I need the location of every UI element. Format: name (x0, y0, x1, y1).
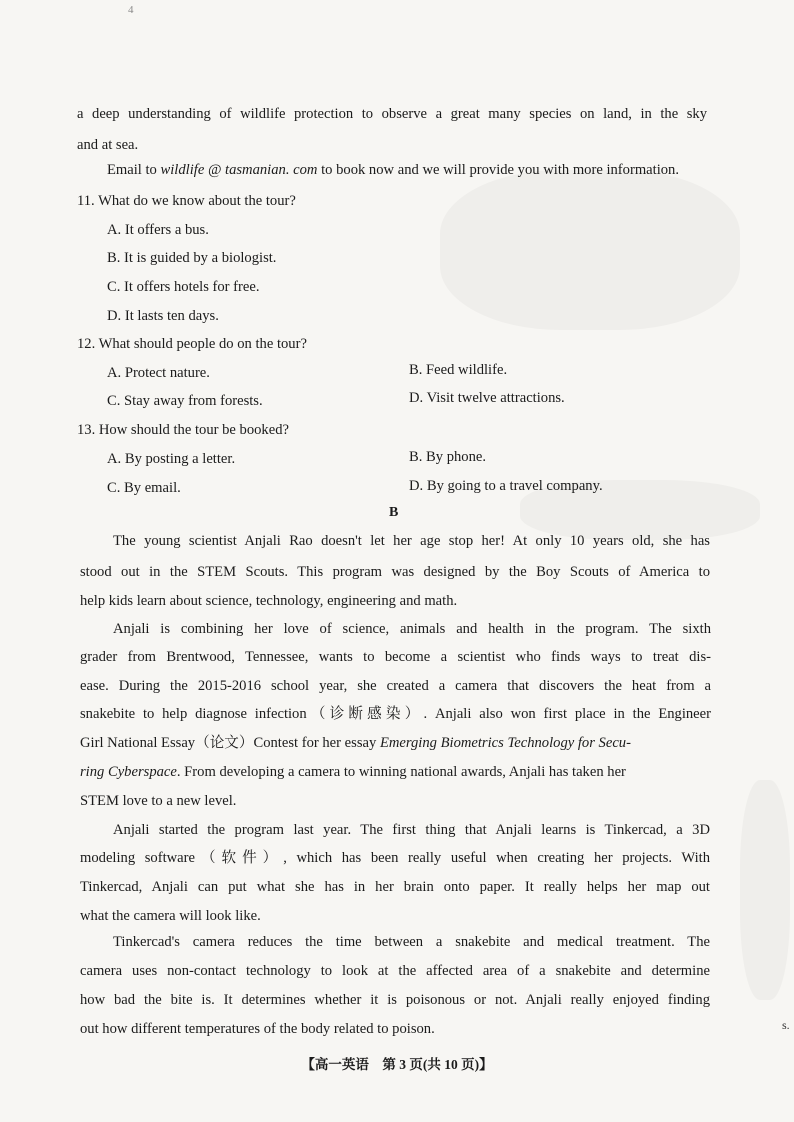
email-suffix: to book now and we will provide you with more information. (317, 162, 679, 178)
paragraph-line: what the camera will look like. (80, 908, 261, 924)
section-heading: B (389, 505, 399, 520)
paragraph-line: out how different temperatures of the body related to poison. (80, 1021, 435, 1037)
edge-fragment: s. (782, 1018, 790, 1032)
paragraph-line: snakebite to help diagnose infection（诊断感染）. Anjali also won first place in the Engineer (80, 706, 711, 722)
paragraph-line: ease. During the 2015-2016 school year, she created a camera that discovers the heat from a (80, 678, 711, 694)
question-option: D. Visit twelve attractions. (409, 390, 565, 406)
paragraph-line: Anjali started the program last year. The first thing that Anjali learns is Tinkercad, a 3D (113, 822, 710, 838)
paragraph-line: camera uses non-contact technology to look at the affected area of a snakebite and determine (80, 963, 710, 979)
question-option: B. Feed wildlife. (409, 362, 508, 378)
paragraph-line: Tinkercad, Anjali can put what she has in her brain onto paper. It really helps her map out (80, 879, 710, 895)
essay-title-end: ring Cyberspace (80, 764, 177, 780)
question-stem: 12. What should people do on the tour? (77, 336, 307, 352)
scan-mark: 4 (128, 4, 134, 16)
question-stem: 11. What do we know about the tour? (77, 193, 296, 209)
email-line (107, 160, 679, 180)
question-option: B. By phone. (409, 449, 487, 465)
email-prefix: Email to (107, 162, 161, 178)
paragraph-line (80, 762, 711, 782)
paragraph-line: Tinkercad's camera reduces the time between a snakebite and medical treatment. The (113, 934, 710, 950)
question-option: B. It is guided by a biologist. (107, 250, 277, 266)
question-option: A. Protect nature. (107, 365, 210, 381)
essay-title: Emerging Biometrics Technology for Secu- (379, 735, 631, 751)
paragraph-text: . From developing a camera to winning national awards, Anjali has taken her (176, 764, 626, 780)
paragraph-line: Anjali is combining her love of science, animals and health in the program. The sixth (113, 621, 711, 637)
bleed-through-smudge (740, 780, 790, 1000)
paragraph-line: The young scientist Anjali Rao doesn't let her age stop her! At only 10 years old, she has (113, 533, 710, 549)
paragraph-line: modeling software（软件）, which has been really useful when creating her projects. With (80, 850, 710, 866)
bleed-through-smudge (440, 170, 740, 330)
paragraph-line: help kids learn about science, technology, engineering and math. (80, 593, 458, 609)
paragraph-line (80, 733, 711, 753)
question-option: D. It lasts ten days. (107, 308, 219, 324)
intro-line: and at sea. (77, 137, 139, 153)
question-option: C. It offers hotels for free. (107, 279, 260, 295)
email-address: wildlife @ tasmanian. com (160, 162, 318, 178)
question-option: A. By posting a letter. (107, 451, 236, 467)
paragraph-line: grader from Brentwood, Tennessee, wants to become a scientist who finds ways to treat dis- (80, 649, 711, 665)
question-option: D. By going to a travel company. (409, 478, 603, 494)
page-footer: 【高一英语 第 3 页(共 10 页)】 (301, 1057, 493, 1072)
question-stem: 13. How should the tour be booked? (77, 422, 289, 438)
essay-contest-text: Girl National Essay（论文）Contest for her essay (80, 735, 380, 751)
question-option: C. By email. (107, 480, 181, 496)
question-option: C. Stay away from forests. (107, 393, 263, 409)
paragraph-line: stood out in the STEM Scouts. This program was designed by the Boy Scouts of America to (80, 564, 710, 580)
paragraph-line: how bad the bite is. It determines whether it is poisonous or not. Anjali really enjoyed finding (80, 992, 710, 1008)
intro-line: a deep understanding of wildlife protection to observe a great many species on land, in the sky (77, 106, 707, 122)
paragraph-line: STEM love to a new level. (80, 793, 237, 809)
question-option: A. It offers a bus. (107, 222, 209, 238)
